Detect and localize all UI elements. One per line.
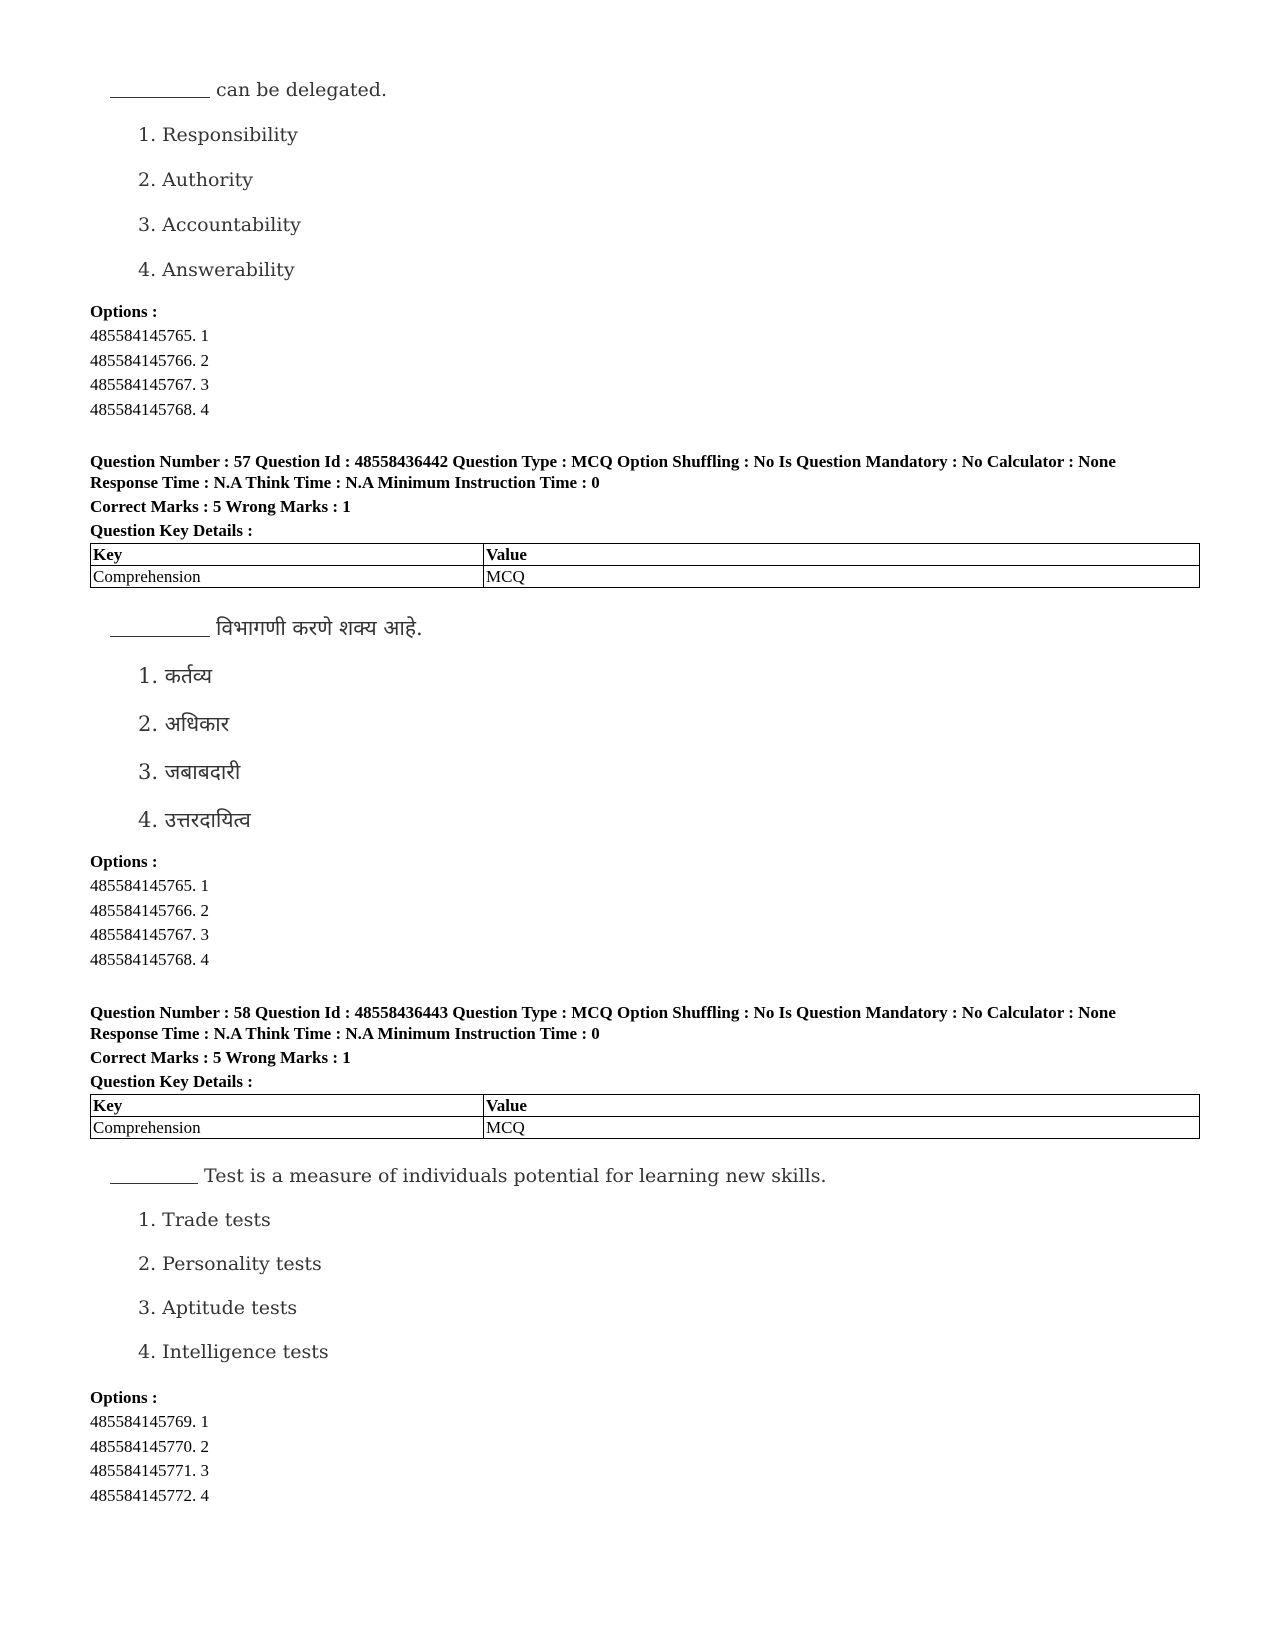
option-id-2: 485584145766. 2 <box>90 350 209 370</box>
question-stem-text: Test is a measure of individuals potential for learning new skills. <box>204 1165 827 1187</box>
option-id-4: 485584145768. 4 <box>90 399 209 419</box>
image-option-4: 4. Intelligence tests <box>138 1341 329 1363</box>
meta-line-2: Response Time : N.A Think Time : N.A Minimum Instruction Time : 0 <box>90 1024 600 1043</box>
image-option-2: 2. अधिकार <box>138 712 230 736</box>
table-cell-key: Comprehension <box>91 1117 484 1139</box>
question-stem <box>110 1162 827 1190</box>
question-image-56 <box>110 76 387 284</box>
options-block-57 <box>90 850 209 972</box>
image-option-3: 3. Aptitude tests <box>138 1297 298 1319</box>
blank-line <box>110 618 210 637</box>
key-details-table-57 <box>90 543 1200 588</box>
key-details-label: Question Key Details : <box>90 1072 253 1091</box>
option-id-3: 485584145767. 3 <box>90 925 209 944</box>
blank-line <box>110 1165 198 1184</box>
image-option-2: 2. Authority <box>138 169 253 191</box>
options-block-58 <box>90 1386 209 1508</box>
image-option-4: 4. उत्तरदायित्व <box>138 808 251 832</box>
options-label: Options : <box>90 302 158 321</box>
image-option-1: 1. Trade tests <box>138 1209 271 1231</box>
option-id-1: 485584145765. 1 <box>90 876 209 895</box>
image-option-1: 1. Responsibility <box>138 124 298 146</box>
question-stem-text: can be delegated. <box>216 79 387 101</box>
option-id-2: 485584145766. 2 <box>90 900 209 920</box>
options-block-56 <box>90 300 209 422</box>
option-id-1: 485584145769. 1 <box>90 1412 209 1431</box>
table-header-row <box>91 544 1200 566</box>
option-id-3: 485584145767. 3 <box>90 375 209 394</box>
option-id-4: 485584145768. 4 <box>90 949 209 969</box>
table-cell-value: MCQ <box>484 566 1200 588</box>
options-label: Options : <box>90 852 158 871</box>
question-stem-text: विभागणी करणे शक्य आहे. <box>216 616 423 640</box>
table-header-key: Key <box>91 1095 484 1117</box>
option-id-1: 485584145765. 1 <box>90 326 209 345</box>
image-option-2: 2. Personality tests <box>138 1253 322 1275</box>
meta-line-1: Question Number : 58 Question Id : 48558436443 Question Type : MCQ Option Shuffling : No Is Question Mandatory : No Calculator : None <box>90 1003 1116 1022</box>
table-row <box>91 566 1200 588</box>
image-option-1: 1. कर्तव्य <box>138 664 213 688</box>
image-option-3: 3. जबाबदारी <box>138 760 241 784</box>
key-details-table-58 <box>90 1094 1200 1139</box>
table-header-row <box>91 1095 1200 1117</box>
question-image-58 <box>110 1162 827 1366</box>
table-header-key: Key <box>91 544 484 566</box>
question-image-57 <box>110 614 423 834</box>
table-header-value: Value <box>484 1095 1200 1117</box>
image-option-4: 4. Answerability <box>138 259 295 281</box>
question-stem <box>110 614 423 642</box>
marks-line: Correct Marks : 5 Wrong Marks : 1 <box>90 497 351 516</box>
question-stem <box>110 76 387 104</box>
option-id-3: 485584145771. 3 <box>90 1461 209 1480</box>
options-label: Options : <box>90 1388 158 1407</box>
option-id-4: 485584145772. 4 <box>90 1485 209 1505</box>
table-cell-key: Comprehension <box>91 566 484 588</box>
meta-line-1: Question Number : 57 Question Id : 48558436442 Question Type : MCQ Option Shuffling : No Is Question Mandatory : No Calculator : None <box>90 452 1116 471</box>
blank-line <box>110 79 210 98</box>
question-meta-57 <box>90 451 1200 541</box>
question-meta-58 <box>90 1002 1200 1092</box>
marks-line: Correct Marks : 5 Wrong Marks : 1 <box>90 1048 351 1067</box>
table-row <box>91 1117 1200 1139</box>
table-header-value: Value <box>484 544 1200 566</box>
image-option-3: 3. Accountability <box>138 214 301 236</box>
option-id-2: 485584145770. 2 <box>90 1436 209 1456</box>
table-cell-value: MCQ <box>484 1117 1200 1139</box>
meta-line-2: Response Time : N.A Think Time : N.A Minimum Instruction Time : 0 <box>90 473 600 492</box>
key-details-label: Question Key Details : <box>90 521 253 540</box>
